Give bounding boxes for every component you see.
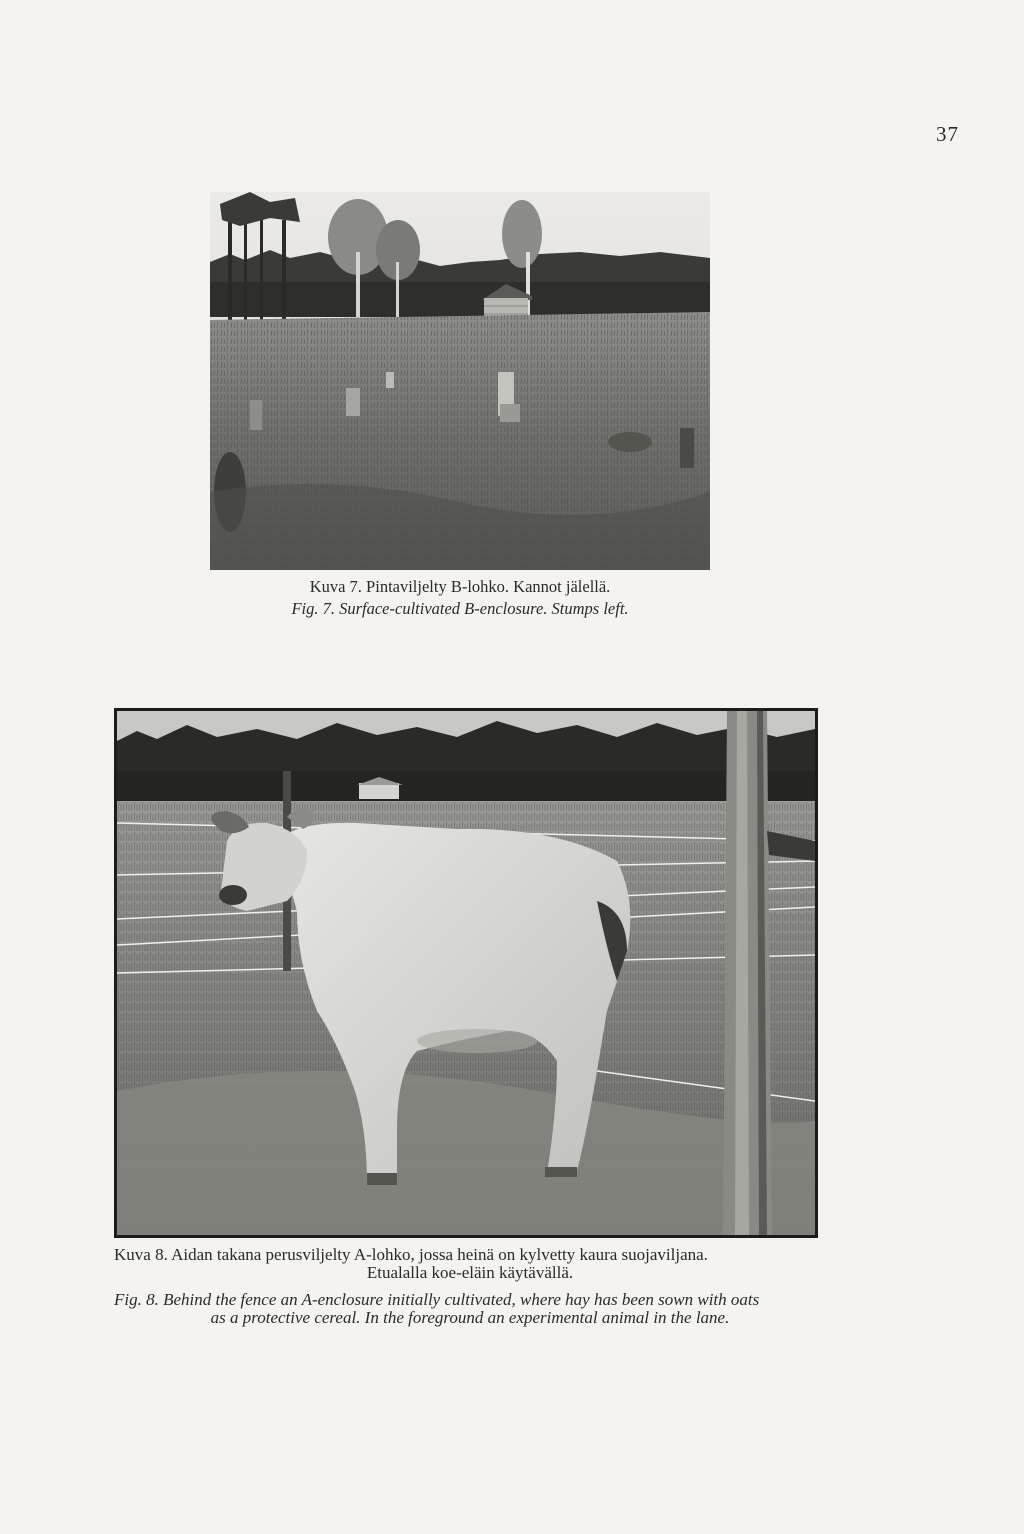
- figure-8-caption-fi-line1: Kuva 8. Aidan takana perusviljelty A-lohko, jossa heinä on kylvetty kaura suojaviljana.: [114, 1245, 708, 1264]
- figure-8-photo: [114, 708, 818, 1238]
- figure-8-caption-fi-line2: Etualalla koe-eläin käytävällä.: [366, 1262, 574, 1282]
- figure-8-caption-fi: [110, 1246, 830, 1282]
- figure-8-image: [117, 711, 815, 1235]
- figure-7-caption-fi: Kuva 7. Pintaviljelty B-lohko. Kannot jälellä.: [309, 577, 611, 596]
- figure-8-caption-en-line2: as a protective cereal. In the foreground an experimental animal in the lane.: [210, 1307, 730, 1327]
- figure-7-image: [210, 192, 710, 570]
- figure-7-photo: [210, 192, 710, 570]
- figure-8-caption-en-line1: Fig. 8. Behind the fence an A-enclosure initially cultivated, where hay has been sown with oats: [114, 1290, 760, 1309]
- page-number: 37: [936, 122, 959, 146]
- figure-8-caption-en: [110, 1291, 830, 1327]
- figure-7-caption-en: Fig. 7. Surface-cultivated B-enclosure. Stumps left.: [291, 599, 629, 618]
